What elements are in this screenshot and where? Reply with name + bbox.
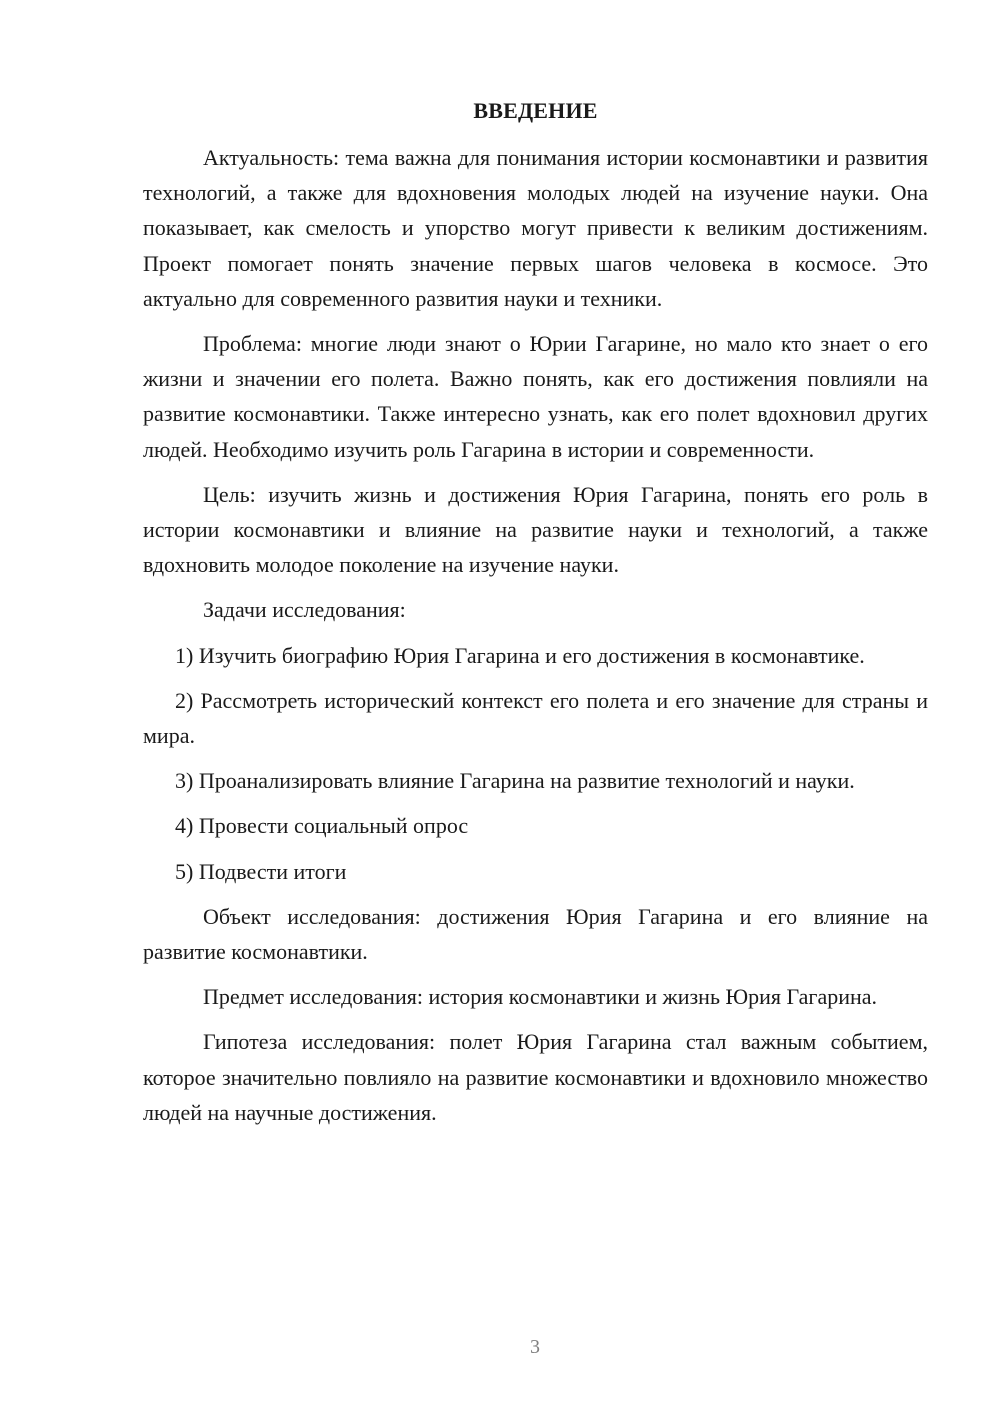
task-item-4: 4) Провести социальный опрос xyxy=(175,813,469,839)
goal-paragraph: Цель: изучить жизнь и достижения Юрия Гагарина, понять его роль в истории космонавтики и влияние на развитие науки и технологий, а также вдохновить молодое поколение на изучение науки. xyxy=(143,481,928,578)
task-item-2: 2) Рассмотреть исторический контекст его полета и его значение для страны и мира. xyxy=(143,687,928,749)
task-item-1: 1) Изучить биографию Юрия Гагарина и его достижения в космонавтике. xyxy=(175,642,865,668)
section-title: ВВЕДЕНИЕ xyxy=(473,98,598,123)
task-item-3: 3) Проанализировать влияние Гагарина на развитие технологий и науки. xyxy=(175,768,855,794)
object-paragraph: Объект исследования: достижения Юрия Гагарина и его влияние на развитие космонавтики. xyxy=(143,903,928,965)
subject-paragraph: Предмет исследования: история космонавтики и жизнь Юрия Гагарина. xyxy=(203,984,878,1010)
tasks-heading: Задачи исследования: xyxy=(203,597,406,623)
hypothesis-paragraph: Гипотеза исследования: полет Юрия Гагарина стал важным событием, которое значительно повлияло на развитие космонавтики и вдохновило множество людей на научные достижения. xyxy=(143,1029,928,1125)
page-number: 3 xyxy=(530,1336,540,1358)
task-item-5: 5) Подвести итоги xyxy=(175,858,347,884)
problem-paragraph: Проблема: многие люди знают о Юрии Гагарине, но мало кто знает о его жизни и значении его полета. Важно понять, как его достижения повлияли на развитие космонавтики. Также интересно узнать, как его полет вдохновил других людей. Необходимо изучить роль Гагарина в истории и современности. xyxy=(143,331,928,462)
document-page xyxy=(143,96,928,1140)
relevance-paragraph: Актуальность: тема важна для понимания истории космонавтики и развития технологий, а также для вдохновения молодых людей на изучение науки. Она показывает, как смелость и упорство могут привести к великим достижениям. Проект помогает понять значение первых шагов человека в космосе. Это актуально для современного развития науки и техники. xyxy=(143,145,928,311)
